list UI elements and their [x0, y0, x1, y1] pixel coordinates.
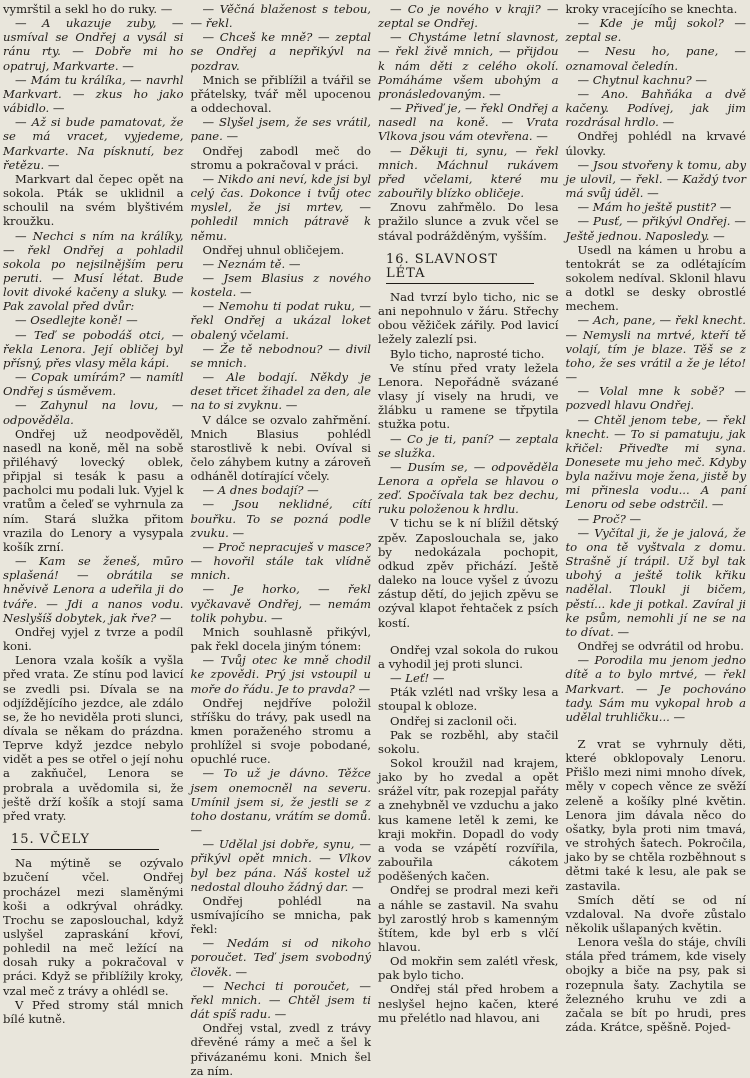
paragraph: Ondřej se odvrátil od hrobu.	[577, 639, 744, 654]
paragraph: Z vrat se vyhrnuly děti, které obklopovaly Lenoru. Přišlo mezi nimi mnoho dívek, měly v copech věnce ze svěží zeleně a košíky plné květin. Lenora jim dávala něco do ošatky, byla proti nim tmavá, ve strohých šatech. Pokročila, jako by se chtěla rozběhnout s dětmi také k lesu, ale pak se zastavila.	[565, 736, 746, 893]
paragraph: Smích dětí se od ní vzdaloval. Na dvoře zůstalo několik ušlapaných květin.	[565, 892, 746, 935]
dialogue-paragraph: — Neznám tě. —	[202, 256, 301, 271]
paragraph: Ondřej už neodpověděl, nasedl na koně, měl na sobě přiléhavý lovecký oblek, připjal si tesák k pasu a pacholci mu podali luk. Vyjel k vratům a čeleď se vyhrnula za ním. Stará služka přitom vrazila do Lenory a vysypala košík zrní.	[3, 426, 184, 554]
paragraph: Mnich se přiblížil a tvářil se přátelsky, tvář měl upocenou a oddechoval.	[190, 72, 371, 116]
dialogue-paragraph: — Teď se pobodáš otci, — řekla Lenora. Její obličej byl přísný, přes vlasy měla kápi.	[3, 327, 184, 370]
dialogue-paragraph: — Nikdo ani neví, kde jsi byl celý čas. Dokonce i tvůj otec myslel, že jsi mrtev, — pohledil mnich pátravě k němu.	[190, 171, 371, 243]
paragraph: V tichu se k ní blížil dětský zpěv. Zaposlouchala se, jako by nedokázala pochopit, odkud zpěv přichází. Ještě daleko na louce vyšel z úvozu zástup dětí, do jejich zpěvu se ozýval klapot řehtaček z psích kostí.	[378, 516, 559, 630]
dialogue-paragraph: — Proč nepracuješ v masce? — hovořil stále tak vlídně mnich.	[190, 539, 371, 583]
dialogue-paragraph: — Tvůj otec ke mně chodil ke zpovědi. Prý jsi vstoupil u moře do řádu. Je to pravda? —	[190, 653, 371, 696]
paragraph: Ondřej pohlédl na usmívajícího se mnicha, pak řekl:	[190, 893, 371, 937]
paragraph: vymrštil a sekl ho do ruky. —	[3, 2, 173, 16]
dialogue-paragraph: — Co je nového v kraji? — zeptal se Ondřej.	[378, 2, 559, 31]
dialogue-paragraph: — Ach, pane, — řekl knecht. — Nemysli na mrtvé, kteří tě volají, tím je blaze. Těš se z toho, že ses vrátil a že je léto! —	[565, 313, 746, 385]
dialogue-paragraph: — Chytnul kachnu? —	[577, 72, 707, 87]
dialogue-paragraph: — Copak umírám? — namítl Ondřej s úsměvem.	[3, 370, 184, 399]
dialogue-paragraph: — Volal mne k sobě? — pozvedl hlavu Ondřej.	[565, 384, 746, 413]
text-column-3	[378, 2, 559, 1025]
paragraph: Ondřej nejdříve položil stříšku do trávy, pak usedl na kmen poraženého stromu a prohlížel si svoje pobodané, opuchlé ruce.	[190, 695, 371, 767]
dialogue-paragraph: — Dusím se, — odpověděla Lenora a opřela se hlavou o zeď. Spočívala tak bez dechu, ruku položenou k hrdlu.	[378, 459, 559, 517]
paragraph: Ondřej zabodl meč do stromu a pokračoval v práci.	[190, 143, 371, 172]
paragraph: Ondřej stál před hrobem a neslyšel hejno kačen, které mu přelétlo nad hlavou, ani	[378, 982, 559, 1025]
dialogue-paragraph: — Chceš ke mně? — zeptal se Ondřej a nepřikývl na pozdrav.	[190, 30, 371, 73]
dialogue-paragraph: — Jsou neklidné, cítí bouřku. To se pozná podle zvuku. —	[190, 497, 371, 540]
chapter-heading: 16. SLAVNOST LÉTA	[386, 253, 534, 284]
dialogue-paragraph: — Mám ho ještě pustit? —	[577, 200, 732, 215]
dialogue-paragraph: — Kam se ženeš, mūro splašená! — obrátila se hněvivě Lenora a udeřila ji do tváře. — Jdi a nanos vodu. Neslyšíš dobytek, jak řve? —	[3, 554, 184, 625]
paragraph: Pak se rozběhl, aby stačil sokolu.	[378, 727, 559, 756]
dialogue-paragraph: — Pusť, — přikývl Ondřej. — Ještě jednou. Naposledy. —	[565, 214, 746, 243]
paragraph: kroky vracejícího se knechta.	[565, 2, 738, 16]
section-break	[378, 630, 559, 643]
dialogue-paragraph: — Nedám si od nikoho poroučet. Teď jsem svobodný člověk. —	[190, 936, 371, 979]
dialogue-paragraph: — Proč? —	[577, 511, 642, 526]
dialogue-paragraph: — Nemohu ti podat ruku, — řekl Ondřej a ukázal loket obalený včelami.	[190, 299, 371, 342]
dialogue-paragraph: — Přiveď je, — řekl Ondřej a nasedl na koně. — Vrata Vlkova jsou vám otevřena. —	[378, 101, 559, 144]
dialogue-paragraph: — Chtěl jenom tebe, — řekl knecht. — To si pamatuju, jak křičel: Přiveďte mi syna. Donesete mu jeho meč. Kdyby byla naživu moje žena, jistě by mi přinesla vodu... A paní Lenoru od sebe odstrčil. —	[565, 412, 746, 512]
dialogue-paragraph: — To už je dávno. Těžce jsem onemocněl na severu. Umínil jsem si, že jestli se z toho dostanu, vrátím se domů. —	[190, 766, 371, 838]
paragraph: Ondřej si zaclonil oči.	[390, 713, 518, 728]
dialogue-paragraph: — Jsem Blasius z nového kostela. —	[190, 270, 371, 300]
dialogue-paragraph: — Osedlejte koně! —	[15, 313, 138, 328]
dialogue-paragraph: — Je horko, — řekl vyčkavavě Ondřej, — nemám tolik pohybu. —	[190, 582, 371, 625]
paragraph: Mnich souhlasně přikývl, pak řekl docela jiným tónem:	[190, 624, 371, 654]
dialogue-paragraph: — Nechci ti poroučet, — řekl mnich. — Chtěl jsem ti dát spíš radu. —	[190, 978, 371, 1022]
paragraph: Usedl na kámen u hrobu a tentokrát se za odlétajícím sokolem nedíval. Sklonil hlavu a dotkl se desky obrostlé mechem.	[565, 242, 746, 314]
dialogue-paragraph: — Zahynul na lovu, — odpověděla.	[3, 398, 184, 427]
paragraph: Sokol kroužil nad krajem, jako by ho zvedal a opět srážel vítr, pak rozepjal pařáty a znehybněl ve vzduchu a jako kus kamene letěl k zemi, ke kraji mokřin. Dopadl do vody a voda se vzápětí rozvířila, zabouřila cákotem poděšených kačen.	[378, 755, 559, 884]
paragraph: Lenora vzala košík a vyšla před vrata. Ze stínu pod lavicí se zvedli psi. Dívala se na odjíždějícího jezdce, ale zdálo se, že ho neviděla proti slunci, dívala se někam do prázdna. Teprve když jezdce nebylo vidět a pes se otřel o její nohu a zakňučel, Lenora se probrala a uvědomila si, že ještě drží košík a stojí sama před vraty.	[3, 653, 184, 823]
dialogue-paragraph: — Nesu ho, pane, — oznamoval čeledín.	[565, 44, 746, 73]
dialogue-paragraph: — Nechci s ním na králíky, — řekl Ondřej a pohladil sokola po nejsilnějším peru peruti. — Musí létat. Bude lovit divoké kačeny a sluky. — Pak zavolal před dvůr:	[3, 228, 184, 314]
paragraph: Ondřej uhnul obličejem.	[202, 242, 345, 257]
dialogue-paragraph: — Kde je můj sokol? — zeptal se.	[565, 16, 746, 45]
dialogue-paragraph: — Ano. Bahňáka a dvě kačeny. Podívej, jak jim rozdrásal hrdlo. —	[565, 86, 746, 130]
paragraph: Pták vzlétl nad vršky lesa a stoupal k obloze.	[378, 685, 559, 714]
dialogue-paragraph: — Co je ti, paní? — zeptala se služka.	[378, 431, 559, 460]
paragraph: V dálce se ozvalo zahřmění. Mnich Blasius pohlédl starostlivě k nebi. Ovíval si čelo záhybem kutny a zároveň odháněl dotírající včely.	[190, 412, 371, 484]
dialogue-paragraph: — Slyšel jsem, že ses vrátil, pane. —	[190, 115, 371, 144]
dialogue-paragraph: — Až si bude pamatovat, že se má vracet, vyjedeme, Markvarte. Na písknutí, bez řetězu. —	[3, 115, 184, 172]
paragraph: V Před stromy stál mnich bílé kutně.	[3, 997, 184, 1026]
paragraph: Ondřej pohlédl na krvavé úlovky.	[565, 129, 746, 158]
text-column-1	[3, 2, 184, 1026]
dialogue-paragraph: — Ale bodají. Někdy je deset třicet žihadel za den, ale na to si zvyknu. —	[190, 370, 371, 413]
text-column-4	[565, 2, 747, 1035]
dialogue-paragraph: — Že tě nebodnou? — divil se mnich.	[190, 341, 371, 370]
dialogue-paragraph: — Chystáme letní slavnost, — řekl živě mnich, — přijdou k nám děti z celého okolí. Pomáháme všem ubohým a pronásledovaným. —	[378, 30, 559, 101]
dialogue-paragraph: — Děkuji ti, synu, — řekl mnich. Máchnul rukávem před včelami, které mu zabouřily blízko obličeje.	[378, 143, 559, 201]
paragraph: Lenora vešla do stáje, chvíli stála před trámem, kde visely obojky a biče na psy, pak si rozepnula šaty. Zachytila se železného kruhu ve zdi a začala se bít po hrudi, pres záda. Krátce, spěšně. Pojed-	[565, 935, 746, 1035]
paragraph: Nad tvrzí bylo ticho, nic se ani nepohnulo v žáru. Střechy obou věžiček zářily. Pod lavicí ležely zalezlí psi.	[378, 289, 559, 347]
chapter-heading: 15. VČELY	[11, 833, 159, 850]
paragraph: Znovu zahřmělo. Do lesa pražilo slunce a zvuk včel se stával podrážděným, vyšším.	[378, 200, 559, 243]
dialogue-paragraph: — Věčná blaženost s tebou, — řekl.	[190, 2, 371, 31]
paragraph: Bylo ticho, naprosté ticho.	[390, 346, 545, 361]
paragraph: Ondřej vzal sokola do rukou a vyhodil jej proti slunci.	[378, 642, 559, 671]
dialogue-paragraph: — A dnes bodají? —	[202, 483, 319, 498]
paragraph: Markvart dal čepec opět na sokola. Pták se uklidnil a schoulil na svém blyštivém kroužku.	[3, 171, 184, 229]
paragraph: Ve stínu před vraty ležela Lenora. Nepořádně svázané vlasy jí visely na hrudi, ve žlábku u ramene se třpytila stužka potu.	[378, 360, 559, 432]
paragraph: Ondřej vyjel z tvrze a podíl koni.	[3, 624, 184, 654]
dialogue-paragraph: — Porodila mu jenom jedno dítě a to bylo mrtvé, — řekl Markvart. — Je pochováno tady. Sám mu vykopal hrob a udělal truhličku... —	[565, 653, 746, 724]
dialogue-paragraph: — Vyčítal ji, že je jalová, že to ona tě vyštvala z domu. Strašně jí trápil. Už byl tak ubohý a ještě tolik křiku nadělal. Tloukl ji bičem, pěstí... kde ji potkal. Zavíral ji ke psům, nemohli jí ne se na to dívat. —	[565, 525, 746, 639]
paragraph: Od mokřin sem zalétl vřesk, pak bylo ticho.	[378, 954, 559, 983]
dialogue-paragraph: — Leť! —	[390, 671, 445, 686]
dialogue-paragraph: — A ukazuje zuby, — usmíval se Ondřej a vysál si ránu rty. — Dobře mi ho opatruj, Markvarte. —	[3, 16, 184, 73]
paragraph: Na mýtině se ozývalo bzučení včel. Ondřej procházel mezi slaměnými koši a odkrýval ohrádky. Trochu se zaposlouchal, když uslyšel zapraskání křoví, pohledil na meč ležící na dosah ruky a pokračoval v práci. Když se přiblížily kroky, vzal meč z trávy a ohlédl se.	[3, 856, 184, 998]
paragraph: Ondřej se prodral mezi keři a náhle se zastavil. Na svahu byl zarostlý hrob s kamenným štítem, kde byl erb s vlčí hlavou.	[378, 883, 559, 954]
dialogue-paragraph: — Jsou stvořeny k tomu, aby je ulovil, — řekl. — Každý tvor má svůj úděl. —	[565, 157, 746, 201]
text-column-2	[190, 2, 372, 1078]
dialogue-paragraph: — Mám tu králíka, — navrhl Markvart. — zkus ho jako vábidlo. —	[3, 72, 184, 116]
section-break	[566, 724, 747, 737]
paragraph: Ondřej vstal, zvedl z trávy dřevěné rámy a meč a šel k přivázanému koni. Mnich šel za ním.	[190, 1021, 371, 1078]
dialogue-paragraph: — Udělal jsi dobře, synu, — přikývl opět mnich. — Vlkov byl bez pána. Náš kostel už nedostal dlouho žádný dar. —	[190, 837, 371, 894]
